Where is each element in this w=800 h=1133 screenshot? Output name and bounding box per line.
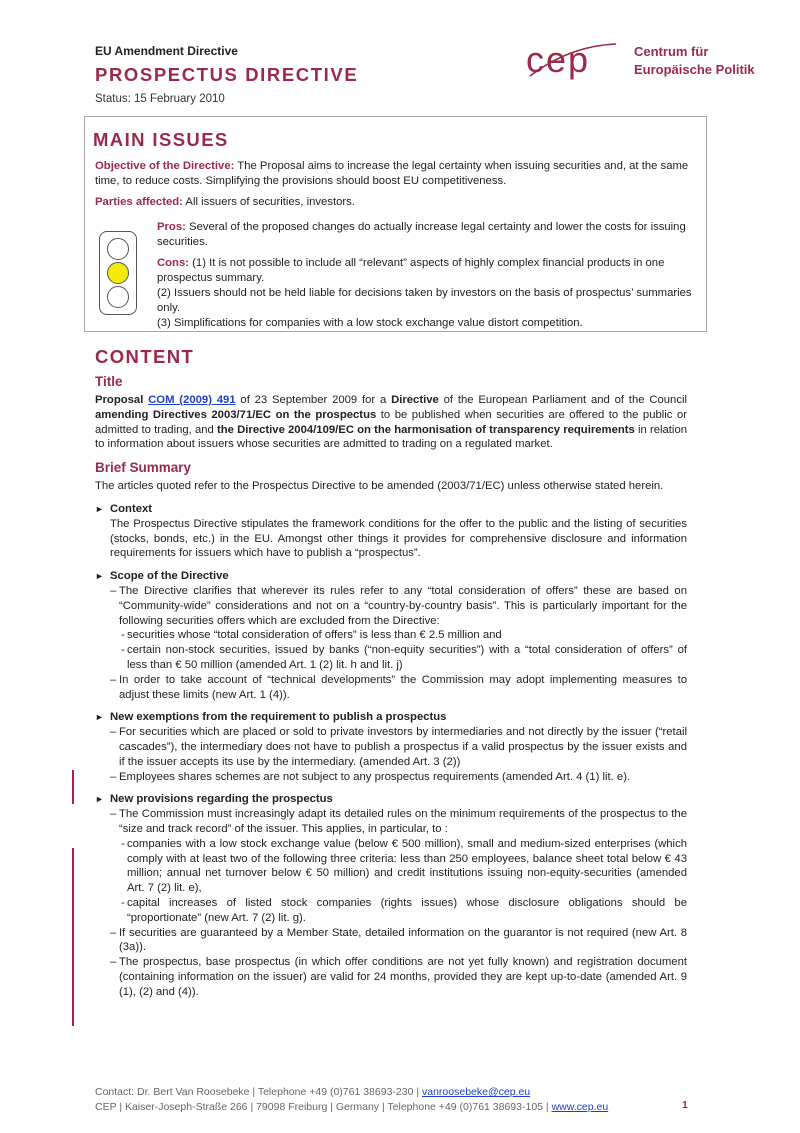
prov-item-2: If securities are guaranteed by a Member State, detailed information on the guarantor is not required (new Art. 8 (3a)). xyxy=(119,926,687,954)
bullet-arrow-icon: ► xyxy=(95,503,104,514)
exemptions-title: New exemptions from the requirement to publish a prospectus xyxy=(110,711,447,724)
cons-paragraph xyxy=(157,256,697,331)
title-t1: Proposal xyxy=(95,394,149,406)
logo-line-2: Europäische Politik xyxy=(634,62,755,77)
context-text: The Prospectus Directive stipulates the framework conditions for the offer to the public and the listing of securities (stocks, bonds, etc.) in the EU. Amongst other things it provides for comprehensive disclosure and information requirements for issuers which have to publish a “prospectus”. xyxy=(110,517,687,560)
provisions-title: New provisions regarding the prospectus xyxy=(110,793,333,806)
list-item: – Employees shares schemes are not subject to any prospectus requirements (amended Art. 4 (1) lit. e). xyxy=(110,770,631,783)
document-status: Status: 15 February 2010 xyxy=(95,93,225,105)
list-item: - certain non-stock securities, issued by banks (“non-equity securities”) with a “total consideration of offers” of less than € 50 million (amended Art. 1 (2) lit. h and lit. j) xyxy=(121,644,687,671)
list-item: – The prospectus, base prospectus (in which offer conditions are not yet fully known) and registration document (containing information on the issuer) are valid for 24 months, provided they are kept up-to-date (amended Art. 9 (1), (2) and (4)). xyxy=(110,956,687,998)
provisions-heading xyxy=(95,792,687,807)
bullet-arrow-icon: ► xyxy=(95,571,104,582)
title-t4: of the European Parliament and of the Council xyxy=(438,394,687,406)
objective-paragraph xyxy=(95,159,695,189)
exemptions-heading xyxy=(95,710,687,725)
document-type: EU Amendment Directive xyxy=(95,44,238,58)
main-issues-box xyxy=(84,116,707,332)
prov-item-1: The Commission must increasingly adapt its detailed rules on the minimum requirements of the prospectus to the “size and track record” of the issuer. This applies, in particular, to : xyxy=(119,808,687,835)
title-paragraph xyxy=(95,393,687,452)
list-item: – If securities are guaranteed by a Member State, detailed information on the guarantor is not required (new Art. 8 (3a)). xyxy=(110,926,687,954)
content-title: CONTENT xyxy=(95,346,195,367)
footer-contact xyxy=(95,1085,608,1100)
change-marker xyxy=(72,848,74,1026)
scope-heading xyxy=(95,569,687,584)
list-item: - securities whose “total consideration of offers” is less than € 2.5 million and xyxy=(121,629,502,642)
list-item: – In order to take account of “technical developments” the Commission may adopt implementing measures to adjust these limits (new Art. 1 (4)). xyxy=(110,673,687,701)
exempt-item-2: Employees shares schemes are not subject to any prospectus requirements (amended Art. 4 (1) lit. e). xyxy=(119,770,631,783)
scope-title: Scope of the Directive xyxy=(110,570,229,583)
title-t7: the Directive 2004/109/EC on the harmonisation of transparency requirements xyxy=(217,423,635,436)
footer-contact-text: Contact: Dr. Bert Van Roosebeke | Telephone +49 (0)761 38693-230 | xyxy=(95,1086,422,1098)
scope-item-2: In order to take account of “technical developments” the Commission may adopt implementing measures to adjust these limits (new Art. 1 (4)). xyxy=(119,673,687,701)
cons-2: (2) Issuers should not be held liable for decisions taken by investors on the basis of prospectus’ summaries only. xyxy=(157,287,692,314)
bullet-arrow-icon: ► xyxy=(95,712,104,723)
email-link[interactable]: vanroosebeke@cep.eu xyxy=(422,1086,531,1098)
traffic-light-red-off xyxy=(107,238,129,260)
list-item: – For securities which are placed or sold to private investors by intermediaries and not directly by the issuer (“retail cascades”), the intermediary does not have to publish a prospectus if a valid prospectus by the issuer exists and if the issuer accepts its use by the intermediary. (amended Art. 3 (2)) xyxy=(110,726,687,768)
summary-intro: The articles quoted refer to the Prospectus Directive to be amended (2003/71/EC) unless otherwise stated herein. xyxy=(95,480,664,493)
traffic-light-yellow-on xyxy=(107,262,129,284)
cons-3: (3) Simplifications for companies with a low stock exchange value distort competition. xyxy=(157,317,583,329)
objective-text: The Proposal aims to increase the legal certainty when issuing securities and, at the same time, to reduce costs. Simplifying the provisions should boost EU competitiveness. xyxy=(95,160,689,187)
scope-item-1a: securities whose “total consideration of offers” is less than € 2.5 million and xyxy=(127,629,502,642)
footer xyxy=(95,1085,608,1114)
scope-item-1: The Directive clarifies that wherever its rules refer to any “total consideration of offers” these are based on “Community-wide” considerations and not on a “country-by-country basis”. This is particularly important for the following securities offers which are excluded from the Directive: xyxy=(119,584,687,627)
pros-text: Several of the proposed changes do actually increase legal certainty and lower the costs for issuing securities. xyxy=(157,221,686,248)
context-title: Context xyxy=(110,502,153,515)
title-t6: to be published when securities are offered to the public or admitted to trading, and xyxy=(95,408,688,436)
title-t8: in relation to information about issuers whose securities are admitted to trading on a regulated market. xyxy=(95,423,688,451)
prov-item-1b: capital increases of listed stock companies (rights issues) whose disclosure obligations should be “proportionate” (new Art. 7 (2) lit. g). xyxy=(127,896,687,924)
cons-1: (1) It is not possible to include all “relevant” aspects of highly complex financial products in one prospectus summary. xyxy=(157,257,665,284)
prov-item-1a: companies with a low stock exchange value (below € 500 million), small and medium-sized enterprises (which comply with at least two of the following three criteria: less than 250 employees, balance sheet total below € 43 million; annual net turnover below € 50 million) and credit institutions issuing non-equity-securities (amended Art. 7 (2) lit. e), xyxy=(127,837,687,895)
traffic-light-icon xyxy=(99,231,137,315)
summary-heading: Brief Summary xyxy=(95,460,192,476)
cep-logo-icon xyxy=(524,38,624,83)
cep-logo-text: cep xyxy=(526,39,591,80)
footer-address xyxy=(95,1100,608,1115)
title-heading: Title xyxy=(95,374,123,389)
logo-line-1: Centrum für xyxy=(634,44,709,59)
pros-label: Pros: xyxy=(157,221,186,233)
change-marker xyxy=(72,770,74,804)
list-item: – The Commission must increasingly adapt its detailed rules on the minimum requirements of the prospectus to the “size and track record” of the issuer. This applies, in particular, to : xyxy=(110,808,687,835)
parties-label: Parties affected: xyxy=(95,196,183,208)
list-item: - capital increases of listed stock companies (rights issues) whose disclosure obligations should be “proportionate” (new Art. 7 (2) lit. g). xyxy=(121,896,687,924)
list-item: - companies with a low stock exchange value (below € 500 million), small and medium-sized enterprises (which comply with at least two of the following three criteria: less than 250 employees, balance sheet total below € 43 million; annual net turnover below € 50 million) and credit institutions issuing non-equity-securities (amended Art. 7 (2) lit. e), xyxy=(121,837,687,895)
document-title: PROSPECTUS DIRECTIVE xyxy=(95,64,359,85)
footer-address-text: CEP | Kaiser-Joseph-Straße 266 | 79098 Freiburg | Germany | Telephone +49 (0)761 38693-105 | xyxy=(95,1100,552,1113)
com-2009-491-link[interactable]: COM (2009) 491 xyxy=(148,394,236,406)
scope-item-1b: certain non-stock securities, issued by banks (“non-equity securities”) with a “total consideration of offers” of less than € 50 million (amended Art. 1 (2) lit. h and lit. j) xyxy=(127,644,687,671)
pros-paragraph xyxy=(157,220,697,250)
parties-paragraph xyxy=(95,195,695,210)
list-item: – The Directive clarifies that wherever its rules refer to any “total consideration of offers” these are based on “Community-wide” considerations and not on a “country-by-country basis”. This is particularly important for the following securities offers which are excluded from the Directive: xyxy=(110,584,687,627)
page-number: 1 xyxy=(682,1099,688,1111)
cep-logo-caption xyxy=(634,43,755,79)
traffic-light-green-off xyxy=(107,286,129,308)
bullet-arrow-icon: ► xyxy=(95,794,104,805)
title-t5: amending Directives 2003/71/EC on the prospectus xyxy=(95,408,377,421)
prov-item-3: The prospectus, base prospectus (in which offer conditions are not yet fully known) and registration document (containing information on the issuer) are valid for 24 months, provided they are kept up-to-date (amended Art. 9 (1), (2) and (4)). xyxy=(119,956,687,998)
main-issues-title: MAIN ISSUES xyxy=(93,129,229,150)
context-heading xyxy=(95,502,687,517)
exempt-item-1: For securities which are placed or sold to private investors by intermediaries and not directly by the issuer (“retail cascades”), the intermediary does not have to publish a prospectus if a valid prospectus by the issuer exists and if the issuer accepts its use by the intermediary. (amended Art. 3 (2)) xyxy=(119,726,687,768)
parties-text: All issuers of securities, investors. xyxy=(182,196,355,208)
objective-label: Objective of the Directive: xyxy=(95,160,235,172)
title-t3: Directive xyxy=(391,394,439,406)
cons-label: Cons: xyxy=(157,257,190,269)
title-t2: of 23 September 2009 for a xyxy=(235,394,392,406)
content-section xyxy=(95,346,687,999)
website-link[interactable]: www.cep.eu xyxy=(551,1100,609,1113)
